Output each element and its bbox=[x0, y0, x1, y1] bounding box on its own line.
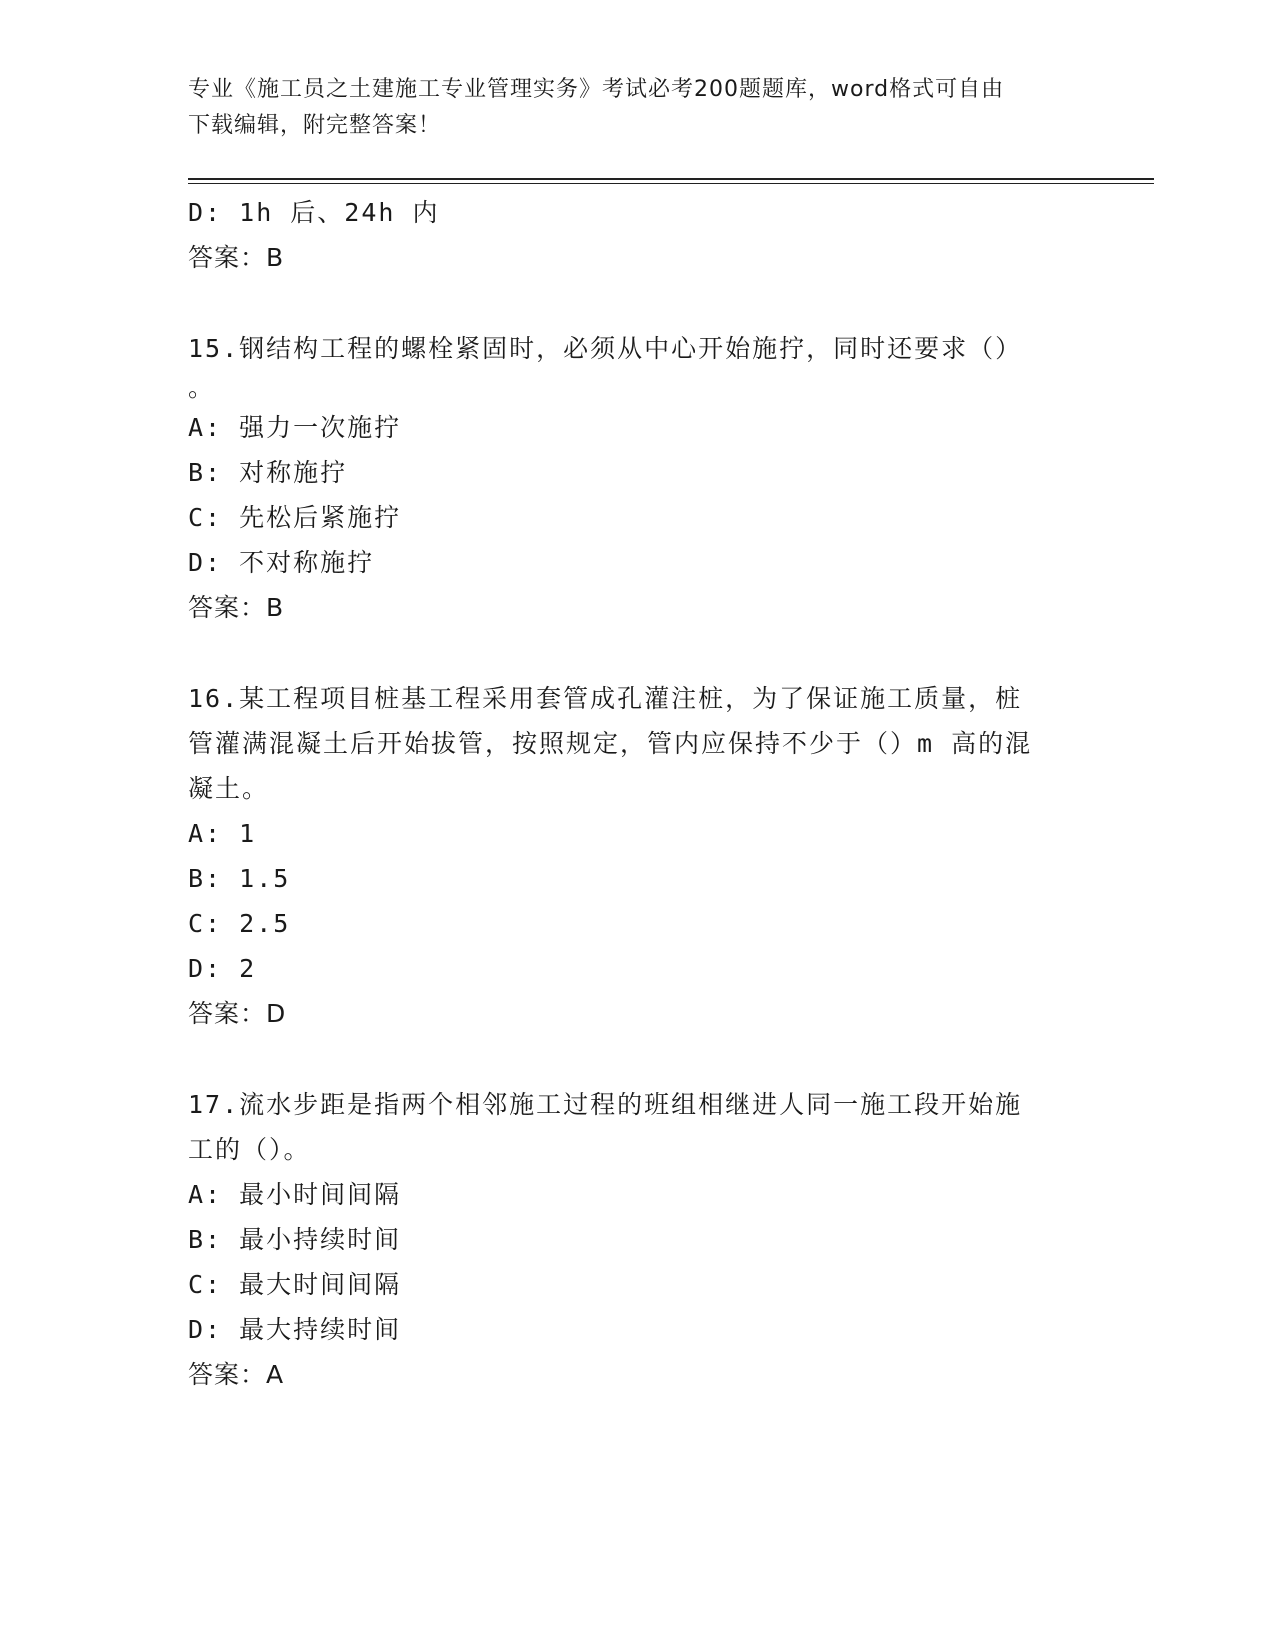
option-a: A: 1 bbox=[188, 819, 257, 848]
option-c: C: 最大时间间隔 bbox=[188, 1270, 402, 1299]
header-line-2: 下载编辑，附完整答案！ bbox=[188, 113, 442, 138]
option-b: B: 对称施拧 bbox=[188, 458, 348, 487]
option-d: D: 2 bbox=[188, 954, 257, 983]
question-stem-line: 管灌满混凝土后开始拔管，按照规定，管内应保持不少于（）m 高的混 bbox=[188, 729, 1033, 758]
option-d: D: 最大持续时间 bbox=[188, 1315, 402, 1344]
answer-line: 答案：B bbox=[188, 593, 285, 622]
question-17 bbox=[188, 1082, 1088, 1397]
answer-line: 答案：A bbox=[188, 1360, 285, 1389]
answer-line: 答案：D bbox=[188, 999, 287, 1028]
option-a: A: 最小时间间隔 bbox=[188, 1180, 402, 1209]
question-stem-line: 15.钢结构工程的螺栓紧固时，必须从中心开始施拧，同时还要求（） bbox=[188, 334, 1023, 363]
question-stem-line: 17.流水步距是指两个相邻施工过程的班组相继进人同一施工段开始施 bbox=[188, 1090, 1023, 1119]
question-stem-line: 16.某工程项目桩基工程采用套管成孔灌注桩，为了保证施工质量，桩 bbox=[188, 684, 1023, 713]
answer-line: 答案：B bbox=[188, 243, 285, 272]
question-stem-line: 。 bbox=[188, 373, 216, 402]
option-b: B: 1.5 bbox=[188, 864, 291, 893]
option-d: D: 不对称施拧 bbox=[188, 548, 375, 577]
option-c: C: 2.5 bbox=[188, 909, 291, 938]
question-16 bbox=[188, 676, 1088, 1036]
header-rule-thin bbox=[188, 183, 1154, 184]
document-content bbox=[188, 190, 1088, 1397]
option-a: A: 强力一次施拧 bbox=[188, 413, 402, 442]
option-b: B: 最小持续时间 bbox=[188, 1225, 402, 1254]
question-stem-line: 凝土。 bbox=[188, 774, 270, 803]
question-15 bbox=[188, 326, 1088, 630]
header-line-1: 专业《施工员之土建施工专业管理实务》考试必考200题题库，word格式可自由 bbox=[188, 77, 1005, 102]
previous-question-tail bbox=[188, 190, 1088, 280]
option-c: C: 先松后紧施拧 bbox=[188, 503, 402, 532]
question-stem-line: 工的（）。 bbox=[188, 1135, 311, 1164]
option-d: D: 1h 后、24h 内 bbox=[188, 198, 440, 227]
header-rule-thick bbox=[188, 178, 1154, 180]
page-header bbox=[188, 72, 1088, 144]
